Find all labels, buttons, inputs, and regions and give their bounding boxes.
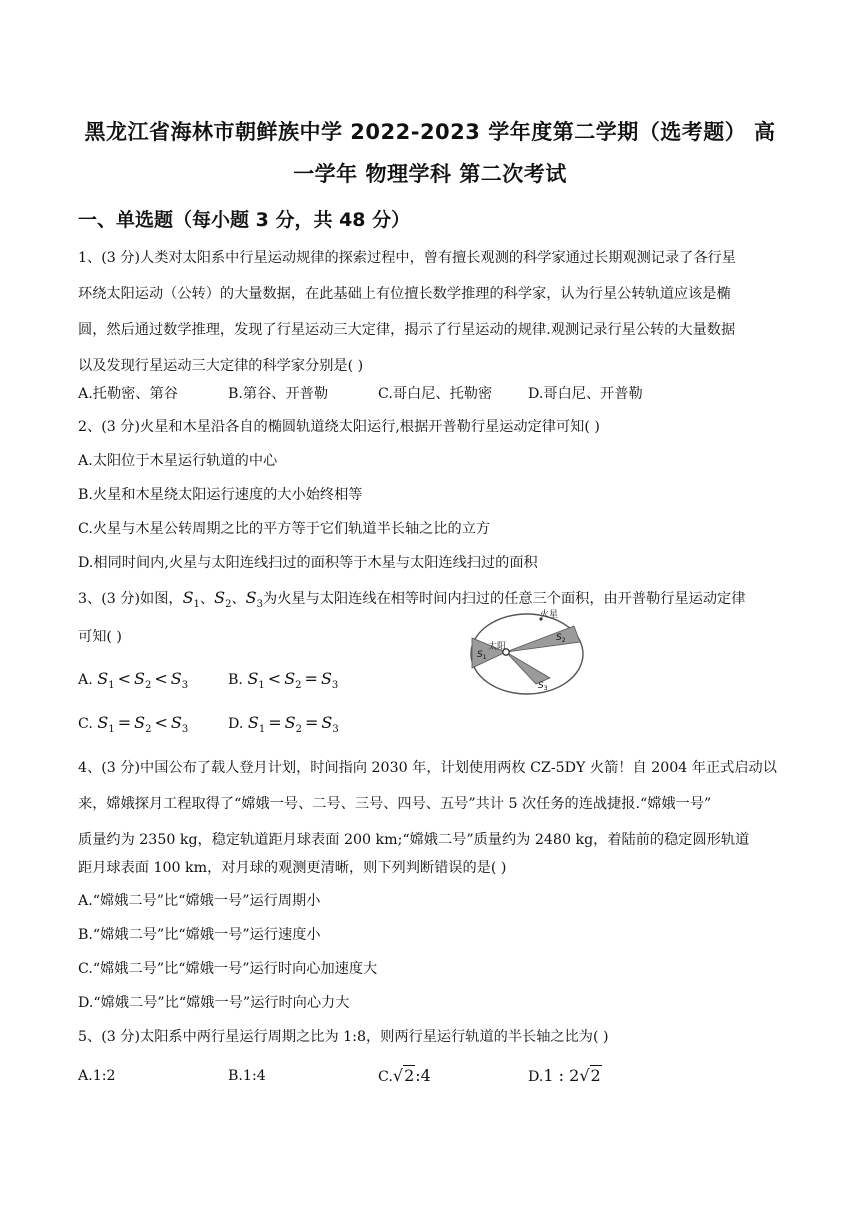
q3-option-b: B. $S_1 < S_2 = S_3$ <box>228 669 339 692</box>
q4-option-a: A.“嫦娥二号”比“嫦娥一号”运行周期小 <box>78 893 321 909</box>
q2-stem: 2、(3 分)火星和木星沿各自的椭圆轨道绕太阳运行,根据开普勒行星运动定律可知( ) <box>78 419 600 435</box>
label-sun: 太阳 <box>488 642 507 652</box>
q5-option-a: A.1:2 <box>78 1068 116 1084</box>
q3-symbol-s2: $S_2$ <box>214 588 232 611</box>
q2-option-d: D.相同时间内,火星与太阳连线扫过的面积等于木星与太阳连线扫过的面积 <box>78 555 538 571</box>
q1-option-b: B.第谷、开普勒 <box>228 386 329 402</box>
q3-option-c: C. $S_1 = S_2 < S_3$ <box>78 713 189 736</box>
label-s3: $S_3$ <box>538 681 548 692</box>
q1-stem-line: 以及发现行星运动三大定律的科学家分别是( ) <box>78 358 364 374</box>
q2-option-b: B.火星和木星绕太阳运行速度的大小始终相等 <box>78 487 363 503</box>
q3-option-d: D. $S_1 = S_2 = S_3$ <box>228 713 339 736</box>
label-mars: 火星 <box>540 610 559 620</box>
q5-option-d: D.1 : 2√2 <box>528 1066 601 1085</box>
q4-stem-line: 距月球表面 100 km，对月球的观测更清晰，则下列判断错误的是( ) <box>78 860 507 876</box>
orbit-diagram <box>466 604 592 698</box>
label-s2: $S_2$ <box>556 633 566 644</box>
label-s1: $S_1$ <box>477 650 487 661</box>
q3-symbol-s3: $S_3$ <box>245 588 264 611</box>
q3-symbol-s1: $S_1$ <box>182 588 200 611</box>
q3-stem-suffix: 为火星与太阳连线在相等时间内扫过的任意三个面积，由开普勒行星运动定律 <box>263 591 746 607</box>
q1-option-a: A.托勒密、第谷 <box>78 386 178 402</box>
q2-option-c: C.火星与木星公转周期之比的平方等于它们轨道半长轴之比的立方 <box>78 521 491 537</box>
q4-stem-line: 质量约为 2350 kg，稳定轨道距月球表面 200 km;“嫦娥二号”质量约为 2480 kg，着陆前的稳定圆形轨道 <box>78 832 750 848</box>
q4-option-c: C.“嫦娥二号”比“嫦娥一号”运行时向心加速度大 <box>78 961 378 977</box>
q5-stem: 5、(3 分)太阳系中两行星运行周期之比为 1:8，则两行星运行轨道的半长轴之比为( ) <box>78 1029 609 1045</box>
q3-stem-line-2: 可知( ) <box>78 629 122 645</box>
q4-stem-line: 来，嫦娥探月工程取得了“嫦娥一号、二号、三号、四号、五号”共计 5 次任务的连战捷报.“嫦娥一号” <box>78 796 712 812</box>
q2-option-a: A.太阳位于木星运行轨道的中心 <box>78 453 278 469</box>
q5-option-b: B.1:4 <box>228 1068 266 1084</box>
exam-title-line-2: 一学年 物理学科 第二次考试 <box>293 162 567 186</box>
q1-stem-line: 环绕太阳运动（公转）的大量数据，在此基础上有位擅长数学推理的科学家，认为行星公转轨道应该是椭 <box>78 286 731 302</box>
q5-option-c: C.√2:4 <box>378 1066 431 1085</box>
q3-stem-prefix: 3、(3 分)如图， <box>78 591 183 607</box>
q4-stem-line: 4、(3 分)中国公布了载人登月计划，时间指向 2030 年，计划使用两枚 CZ-5DY 火箭！自 2004 年正式启动以 <box>78 760 777 776</box>
q1-stem-line: 1、(3 分)人类对太阳系中行星运动规律的探索过程中，曾有擅长观测的科学家通过长期观测记录了各行星 <box>78 250 736 266</box>
section-heading-single-choice: 一、单选题（每小题 3 分，共 48 分） <box>78 209 411 231</box>
q1-option-d: D.哥白尼、开普勒 <box>528 386 643 402</box>
q1-option-c: C.哥白尼、托勒密 <box>378 386 493 402</box>
q4-option-d: D.“嫦娥二号”比“嫦娥一号”运行时向心力大 <box>78 995 350 1011</box>
q4-option-b: B.“嫦娥二号”比“嫦娥一号”运行速度小 <box>78 927 321 943</box>
q3-stem-line: 3、(3 分)如图，$S_1$、$S_2$、$S_3$为火星与太阳连线在相等时间内扫过的任意三个面积，由开普勒行星运动定律 <box>78 588 746 611</box>
q3-option-a: A. $S_1 < S_2 < S_3$ <box>78 669 189 692</box>
q1-stem-line: 圆，然后通过数学推理，发现了行星运动三大定律，揭示了行星运动的规律.观测记录行星公转的大量数据 <box>78 322 736 338</box>
exam-title-line-1: 黑龙江省海林市朝鲜族中学 2022-2023 学年度第二学期（选考题） 高 <box>84 120 776 144</box>
